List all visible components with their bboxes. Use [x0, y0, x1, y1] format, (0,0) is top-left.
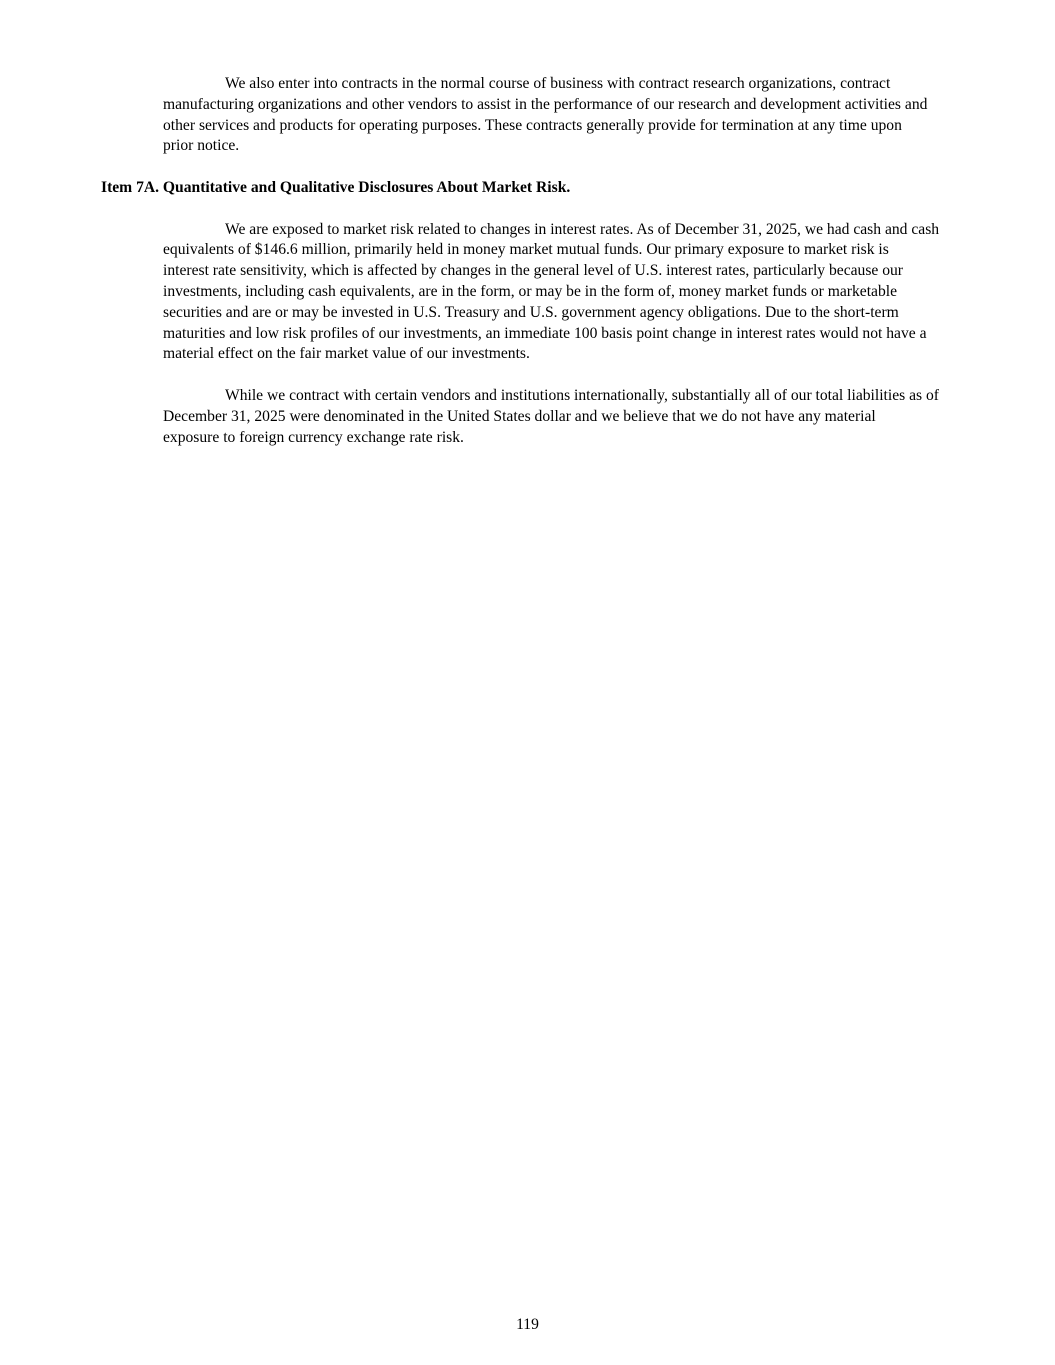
section-heading: Item 7A. Quantitative and Qualitative Disclosures About Market Risk.	[101, 178, 571, 196]
text-line: manufacturing organizations and other vendors to assist in the performance of our research and development activities and	[163, 95, 928, 113]
text-line: While we contract with certain vendors and institutions internationally, substantially all of our total liabilities as of	[225, 386, 939, 404]
text-line: We are exposed to market risk related to changes in interest rates. As of December 31, 2025, we had cash and cash	[225, 220, 940, 238]
paragraph-spacer	[101, 157, 961, 178]
text-line: equivalents of $146.6 million, primarily held in money market mutual funds. Our primary exposure to market risk is	[163, 241, 889, 259]
text-line: investments, including cash equivalents, are in the form, or may be in the form of, money market funds or marketable	[163, 282, 897, 300]
paragraph-interest-rate-risk	[101, 220, 961, 366]
text-line: prior notice.	[163, 137, 240, 155]
paragraph-spacer	[101, 199, 961, 220]
text-line: interest rate sensitivity, which is affected by changes in the general level of U.S. interest rates, particularly because our	[163, 262, 904, 280]
text-line: exposure to foreign currency exchange rate risk.	[163, 428, 464, 446]
text-line: material effect on the fair market value of our investments.	[163, 345, 530, 363]
paragraph-currency-risk	[101, 386, 961, 448]
text-line: December 31, 2025 were denominated in the United States dollar and we believe that we do not have any material	[163, 407, 876, 425]
document-page	[101, 74, 961, 448]
text-line: securities and are or may be invested in U.S. Treasury and U.S. government agency obligations. Due to the short-term	[163, 303, 899, 321]
text-line: maturities and low risk profiles of our investments, an immediate 100 basis point change in interest rates would not have a	[163, 324, 927, 342]
text-line: We also enter into contracts in the normal course of business with contract research organizations, contract	[225, 75, 891, 92]
paragraph-spacer	[101, 365, 961, 386]
paragraph-contracts	[101, 74, 961, 157]
page-number: 119	[516, 1316, 539, 1333]
text-line: other services and products for operating purposes. These contracts generally provide for termination at any time upon	[163, 116, 902, 134]
